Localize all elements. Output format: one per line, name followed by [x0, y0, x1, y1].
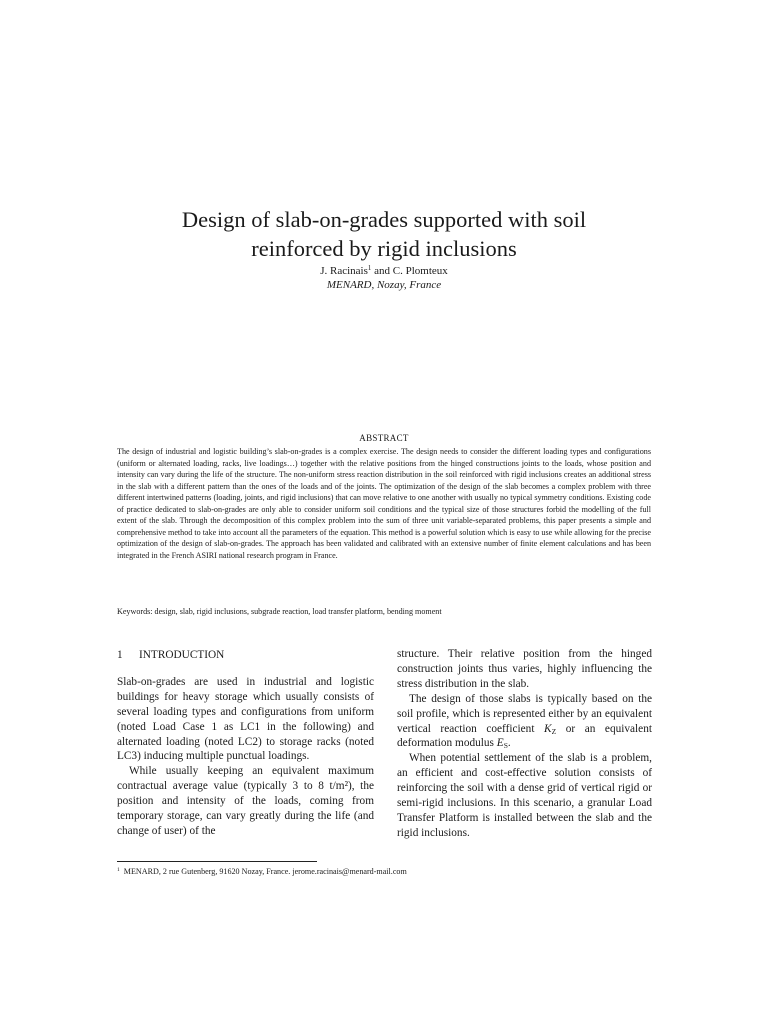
section-number: 1	[117, 649, 123, 661]
para4-part-a: The design of those slabs is typically based on the soil profile, which is represented either by an equivalent vertical reaction coefficient	[397, 692, 652, 735]
intro-paragraph-1: Slab-on-grades are used in industrial and logistic buildings for heavy storage which usually consists of several loading types and configurations from uniform (noted Load Case 1 as LC1 in the following) and alternated loading (noted LC2) to storage racks (noted LC3) inducing multiple punctual loadings.	[117, 675, 374, 763]
section-title: INTRODUCTION	[139, 649, 225, 661]
paper-title	[100, 205, 668, 263]
column-right	[397, 647, 652, 841]
authors	[100, 264, 668, 278]
intro-paragraph-3: structure. Their relative position from the hinged construction joints thus varies, highly influencing the stress distribution in the slab.	[397, 648, 652, 690]
intro-paragraph-4	[397, 692, 652, 752]
section-heading	[117, 648, 374, 663]
footnote-text: MENARD, 2 rue Gutenberg, 91620 Nozay, France. jerome.racinais@menard-mail.com	[123, 867, 407, 876]
para4-part-b: or an equivalent deformation modulus	[397, 722, 652, 750]
abstract-text: The design of industrial and logistic building’s slab-on-grades is a complex exercise. The design needs to consider the different loading types and configurations (uniform or alternated loading, racks, live loadings…) together with the relative positions from the hinged constructions joints to the loads, whose position and intensity can vary during the life of the structure. The non-uniform stress reaction distribution in the soil reinforced with rigid inclusions creates an additional stress in the slab with a different pattern than the ones of the loads and of the joints. The optimization of the design of the slab becomes a complex problem with three different intertwined patterns (loading, joints, and rigid inclusions) that can move relative to one another with usually no typical symmetry conditions. Existing code of practice dedicated to slab-on-grades are only able to consider uniform soil conditions and the typical size of those structures forbid the modelling of the full extent of the slab. Through the decomposition of this complex problem into the sum of three unit variable-separated problems, this paper presents a simple and comprehensive method to take into account all the parameters of the equation. This method is a powerful solution which is easy to use while allowing for the precise optimization of the design of slab-on-grades. The approach has been validated and calibrated with an extensive number of finite element calculations and has been integrated in the French ASIRI national research program in France.	[117, 447, 651, 560]
title-line-1: Design of slab-on-grades supported with soil	[181, 207, 587, 232]
footnote-number: 1	[117, 867, 120, 873]
symbol-k: K	[544, 722, 552, 735]
affiliation: MENARD, Nozay, France	[326, 279, 442, 291]
title-line-2: reinforced by rigid inclusions	[251, 236, 517, 261]
keywords: Keywords: design, slab, rigid inclusions, subgrade reaction, load transfer platform, bending moment	[117, 607, 442, 616]
footnote-divider	[117, 861, 317, 862]
symbol-k-subscript: Z	[551, 726, 557, 736]
para4-part-c: .	[507, 737, 511, 750]
abstract-heading: ABSTRACT	[359, 433, 409, 443]
intro-paragraph-5: When potential settlement of the slab is a problem, an efficient and cost-effective solution consists of reinforcing the soil with a dense grid of vertical rigid or semi-rigid inclusions. In this scenario, a granular Load Transfer Platform is installed between the slab and the rigid inclusions.	[397, 752, 652, 839]
footnote	[117, 866, 651, 877]
symbol-e: E	[496, 737, 504, 750]
intro-paragraph-2: While usually keeping an equivalent maximum contractual average value (typically 3 to 8 t/m²), the position and intensity of the loads, coming from temporary storage, can vary greatly during the life (and change of user) of the	[117, 765, 374, 837]
author-2: and C. Plomteux	[371, 265, 448, 277]
footnote-mark: 1	[367, 264, 372, 272]
author-1: J. Racinais	[320, 265, 368, 277]
symbol-e-subscript: S	[503, 741, 508, 751]
column-left	[117, 648, 374, 839]
